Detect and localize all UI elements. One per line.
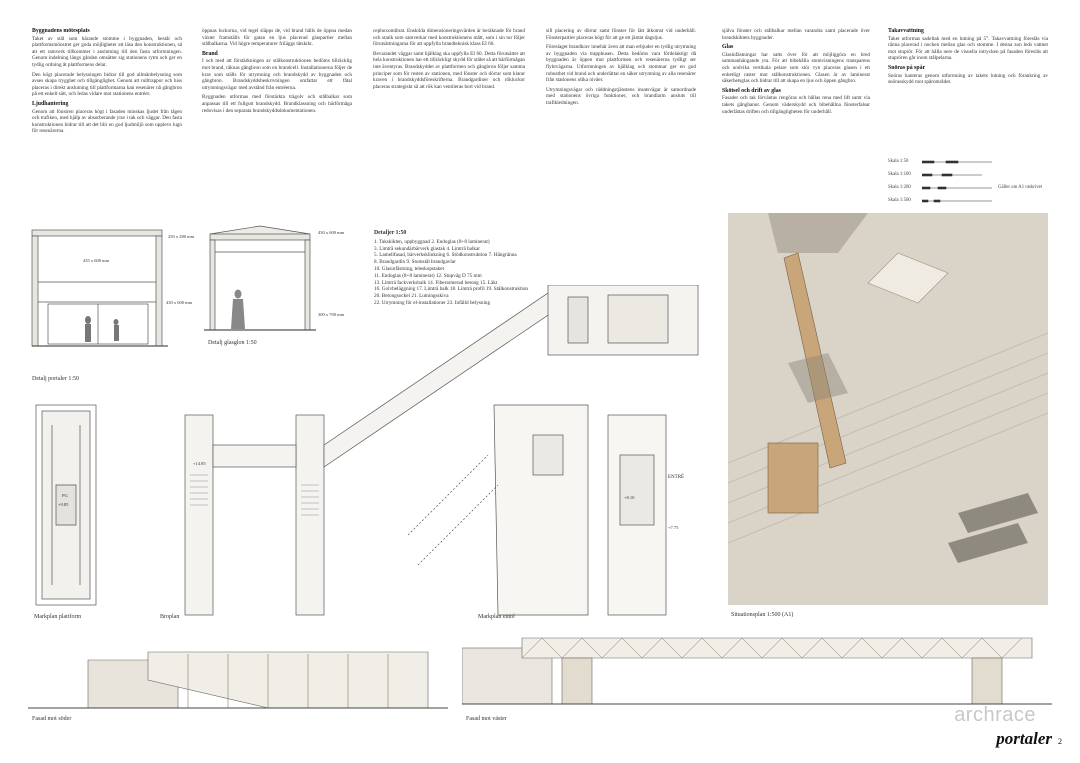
level-value: +9.85 <box>58 502 69 507</box>
site-render-image <box>728 213 1048 605</box>
details-item: 11. Endoglas (8+8 laminerat) 12. Stupväg D 75 mm <box>374 272 482 279</box>
page-number: 2 <box>1058 737 1062 746</box>
caption-fasad-soder: Fasad mot söder <box>32 716 72 722</box>
dim-label: 300 x 700 mm <box>318 312 345 317</box>
paragraph: öppnas luckorna, vid tegel släpps de, vid brand hålls de öppna medan växter framställs för gatan en ljus placerad glaspartier mellan stålbalkarna. Vid högre temperaturer friläggs tätskikt. <box>202 28 352 48</box>
facade-south-drawing <box>28 640 448 715</box>
caption-situationsplan: Situationsplan 1:500 (A1) <box>731 612 794 618</box>
level-value: +14.85 <box>193 461 206 466</box>
heading-takavvattning: Takavvattning <box>888 28 924 34</box>
paragraph: Taket utformas sadeltak med en lutning på 5°. Takavvattning föreslås via ränna placerad i nocken mellan glas och stomme. I denna zon leds vattnet mot stuprör. För att hålla nere de visuella intrycken på fasaden föreslås att stuprören går inom stålpelarna. <box>888 35 1048 62</box>
heading-byggnadens: Byggnadens mötesplats <box>32 28 90 34</box>
level-value: +8.10 <box>624 495 635 500</box>
dim-label: 430 x 600 mm <box>166 300 193 305</box>
details-item: 1. Takskikten, uppbyggnad 2. Endoglas (8+8 laminerat) <box>374 238 490 245</box>
scale-label: Skala 1:50 <box>888 159 909 164</box>
dim-label: 435 x 600 mm <box>83 258 110 263</box>
text-column-5 <box>722 28 870 206</box>
paragraph: I och med att förstärkningen av stålkonstruktionen bedöms tillräcklig mot brand, räknas gångbron som en brandcell. Installationerna följer de krav som ställs för utrymning och brandskydd av byggnaden och gångbron. Brandskyddsbeskrivningen omfattar ett fåtal utrymningsvägar med avstånd från entréerna. <box>202 58 352 91</box>
plan-drawings <box>28 285 718 630</box>
dim-label: 250 x 280 mm <box>168 234 195 239</box>
heading-ljudhantering: Ljudhantering <box>32 100 69 107</box>
scale-label: Skala 1:200 <box>888 185 911 190</box>
paragraph: Den högt placerade belysningen bidrar till god allmänbelysning som avses skapa trygghet och tillgänglighet. Genom att rulltrappor och hiss placeras i direkt anslutning till plattformarna kan resenärer nå gångbron på ett enkelt sätt, och ledas vidare mot stationens entréer. <box>32 71 182 98</box>
caption-markplan-entre: Markplan entré <box>478 614 515 620</box>
watermark-text: archrace <box>954 704 1036 726</box>
details-item: 13. Limträ fackverksbalk 14. Fiberarmerad betong 15. Läkt <box>374 279 498 286</box>
paragraph: Fasader och tak förväntas rengöras och hållas rena med lift samt via takets gångbanor. Genom väderskydd och bibehållna fönsterfalsar underlättas driften och tillgängligheten för underhåll. <box>722 95 870 115</box>
scale-label: Skala 1:500 <box>888 198 911 203</box>
entre-label: ENTRÉ <box>668 475 685 480</box>
paragraph: Utrymningsvägar och räddningstjänstens insatsvägar är samordnade med stationens övriga funktioner, och brandlarm ansluts till trafikledningen. <box>546 86 696 106</box>
level-pg: PG <box>62 493 68 498</box>
paragraph: själva fönster och stålbalkar mellan varandra samt placerade över brandskiktets byggnader. <box>722 28 870 41</box>
brand-logo <box>996 729 1062 749</box>
paragraph: cephoxomibrat. Enskilda dimensioneringsvärden är beräknade för brand och statik som samverkar med konstruktionens mått, som i sin tur följer förutsättningarna för att uppfylla brandteknisk klass EI 60. <box>373 28 525 48</box>
scale-bar-graphics <box>922 155 1022 205</box>
paragraph: Glasinfästningar har satts över för att möjliggöra en bred sammanhängande yta. För att bibehålla stomvisningens transparens och undvika vertikala pelare som stör vyn placeras glasen i ett enhetligt raster mot stålkonstruktionen. Glasen är av laminerat säkerhetsglas och bidrar till att skapa en ljus och öppen gångbro. <box>722 51 870 85</box>
paragraph: Snöras hanteras genom utformning av takets lutning och förankring av snörasskydd mot spårområdet. <box>888 72 1048 86</box>
details-item: 16. Golvbeläggning 17. Limträ balk 18. Limträ profil 19. Stålkonstruktion <box>374 286 529 293</box>
scale-label: Skala 1:100 <box>888 172 911 177</box>
text-column-6 <box>888 28 1048 148</box>
paragraph: Föreslaget brandkrav innebär även att man erbjuder en tydlig utrymning av byggnaden via trapphusen. Detta bedöms vara fördelaktigt då byggnaden är öppen mot plattformen och resenärerna tydligt ser flyktvägarna. Utformningen av bjälklag och stommar ger en god robusthet vid brand och underlättar en säker utrymning av alla resenärer från stationens olika nivåer. <box>546 44 696 84</box>
heading-brand: Brand <box>202 50 218 57</box>
details-title: Detaljer 1:50 <box>374 230 407 236</box>
paragraph: Taket av stål som bärande stomme i byggnaden, består och plattformsmönstret ger goda möjligheter att läsa den konstruktionen, så att ett ramverk tillkommer i anslutning till den fasta utformningen. Genom indelning längs gånden omsätter sig stationens rytm och ger en tydlig ordning åt plattformens delar. <box>32 35 182 68</box>
heading-glas: Glas <box>722 44 734 51</box>
text-column-4 <box>546 28 696 228</box>
details-item: 22. Utrymning för el-installationer 23. Infälld belysning <box>374 299 491 306</box>
paragraph: sill placering av dörrar samt fönster för lätt åtkomst vid underhåll. Fönsterpartier placeras högt för att ge ett jämnt dagsljus. <box>546 28 696 41</box>
paragraph: Bevarandet väggar samt bjälklag ska uppfylla EI 60. Detta förutsätter att hela konstruktionen har ett tillräckligt skydd för stålet så att bärförmågan inte äventyras. Brandskyddet av plattformen och gångbron följer samma principer som för resten av stationen, med fönster och dörrar som klarar kraven i brandskyddsföreskrifterna. Brandgardiner och rökluckor placeras strategiskt så att rök kan ventileras bort vid brand. <box>373 50 525 90</box>
scale-bars <box>888 155 1048 205</box>
paragraph: Genom att fönstren placeras högt i fasaden minskas ljudet från tågen och trafiken, med hjälp av absorberande ytor i tak och väggar. Den fasta konstruktionen bidrar till att det blir en god ljudmiljö som upplevs lugn för resenärerna. <box>32 108 182 135</box>
paragraph: Byggnaden utformas med förstärkta trägolv och stålbalkar som anpassas till ett fullgott brandskydd. Brandklassning och bärförmåga redovisas i den separata brandskyddsdokumentationen. <box>202 94 352 114</box>
text-column-2 <box>202 28 352 203</box>
facade-west-drawing <box>462 628 1052 708</box>
details-item: 10. Glasinfästning, teleskopstaket <box>374 265 445 272</box>
details-item: 5. Lamellfasad, bärverksklinkning 6. Stödkonstruktion 7. Hängränna <box>374 252 517 259</box>
scale-note: Gäller om A1 utskrivet <box>998 185 1043 190</box>
heading-skotsel: Skötsel och drift av glas <box>722 87 781 94</box>
caption-broplan: Broplan <box>160 614 180 620</box>
text-column-3 <box>373 28 525 220</box>
dim-label: 430 x 600 mm <box>318 230 345 235</box>
caption-detalj-portaler: Detalj portaler 1:50 <box>32 376 79 382</box>
heading-snoras: Snöras på spår <box>888 64 926 71</box>
caption-detalj-glasglon: Detalj glasglon 1:50 <box>208 340 257 346</box>
details-item: 3. Limträ sekundärbärverk glastak 4. Limträ balkar <box>374 245 481 252</box>
brand-name: portaler <box>996 729 1052 748</box>
caption-markplan-plattform: Markplan plattform <box>34 614 82 620</box>
details-item: 8. Brandgardin 9. Stomstål brandgavlar <box>374 259 456 266</box>
details-item: 20. Betongsockel 21. Lutningsskiva <box>374 293 449 300</box>
caption-fasad-vaster: Fasad mot väster <box>466 716 507 722</box>
level-value: +7.75 <box>668 525 679 530</box>
text-column-1 <box>32 28 182 206</box>
